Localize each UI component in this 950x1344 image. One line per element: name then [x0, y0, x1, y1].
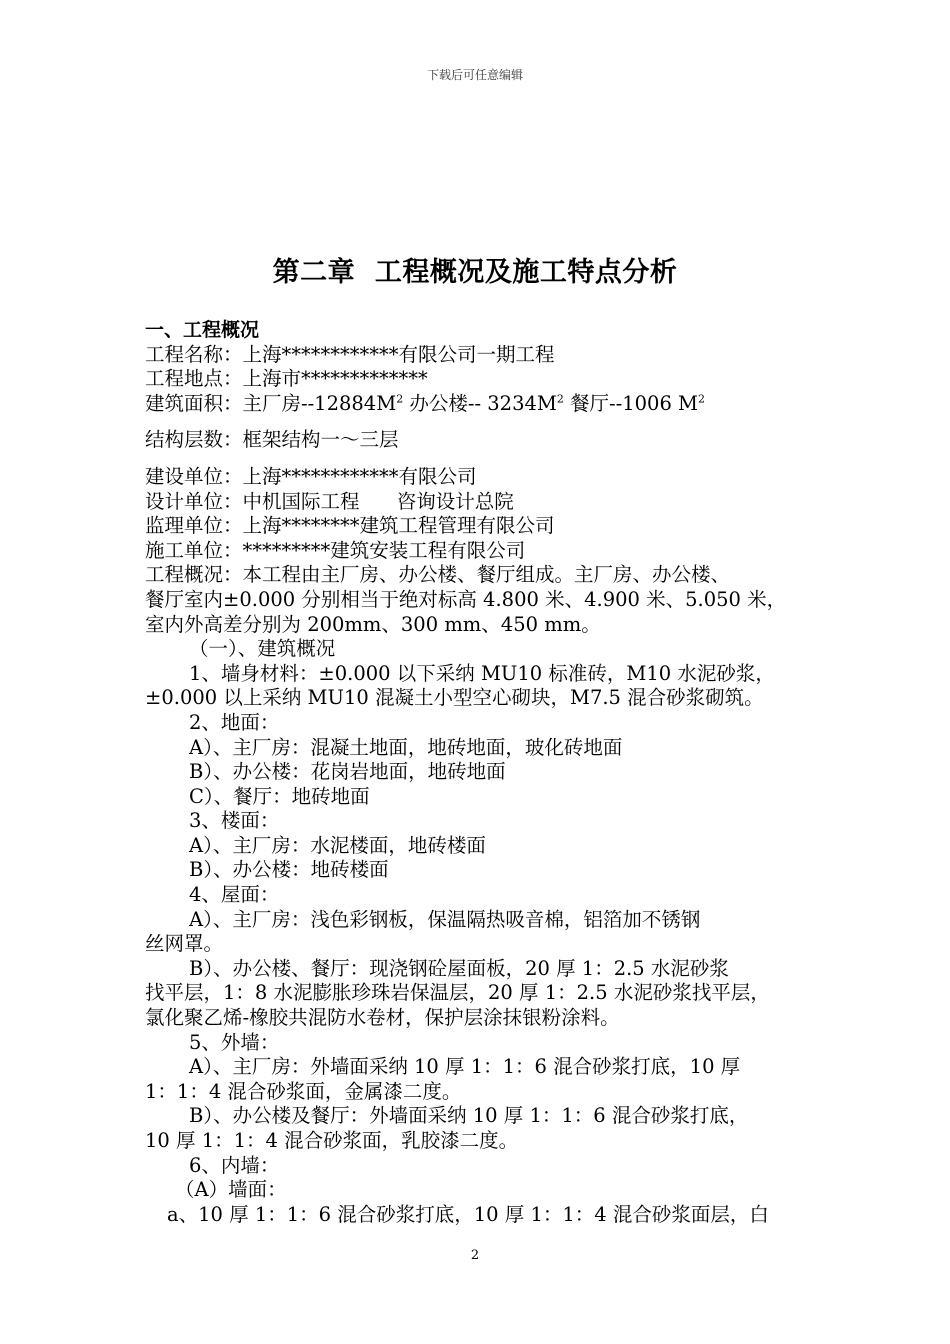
floor-heading: 3、楼面：: [189, 809, 280, 833]
roof-a-1: A）、主厂房：浅色彩钢板，保温隔热吸音棉，铝箔加不锈钢: [189, 907, 701, 931]
page-number: 2: [470, 1248, 480, 1263]
floor-a: A）、主厂房：水泥楼面，地砖楼面: [189, 833, 486, 857]
structure-floors: 结构层数：框架结构一～三层: [145, 428, 399, 452]
exterior-a-1: A）、主厂房：外墙面采纳 10 厚 1：1：6 混合砂浆打底，10 厚: [189, 1055, 741, 1079]
interior-heading: 6、内墙：: [189, 1153, 280, 1177]
building-area: [145, 392, 825, 417]
roof-a-2: 丝网罩。: [145, 932, 224, 956]
floor-b: B）、办公楼：地砖楼面: [189, 858, 389, 882]
owner-unit: 建设单位：上海************有限公司: [145, 464, 477, 488]
ground-a: A）、主厂房：混凝土地面，地砖地面，玻化砖地面: [189, 735, 623, 759]
wall-material-2: ±0.000 以上采纳 MU10 混凝土小型空心砌块，M7.5 混合砂浆砌筑。: [145, 686, 764, 710]
project-name: 工程名称：上海************有限公司一期工程: [145, 342, 555, 366]
roof-b-2: 找平层，1：8 水泥膨胀珍珠岩保温层，20 厚 1：2.5 水泥砂浆找平层，: [145, 981, 770, 1005]
ground-b: B）、办公楼：花岗岩地面，地砖地面: [189, 760, 506, 784]
project-location: 工程地点：上海市*************: [145, 367, 428, 391]
header-note: 下载后可任意编辑: [426, 68, 523, 82]
overview-line-1: 工程概况：本工程由主厂房、办公楼、餐厅组成。主厂房、办公楼、: [145, 563, 731, 587]
area-sup-3: 2: [698, 392, 706, 406]
area-sup-1: 2: [396, 392, 404, 406]
overview-line-2: 餐厅室内±0.000 分别相当于绝对标高 4.800 米、4.900 米、5.050 米，: [145, 587, 787, 611]
exterior-heading: 5、外墙：: [189, 1030, 280, 1054]
chapter-title: 第二章 工程概况及施工特点分析: [272, 257, 678, 288]
wall-material-1: 1、墙身材料：±0.000 以下采纳 MU10 标准砖，M10 水泥砂浆，: [189, 661, 775, 685]
ground-heading: 2、地面：: [189, 710, 280, 734]
design-unit: 设计单位：中机国际工程 咨询设计总院: [145, 489, 514, 513]
roof-b-3: 氯化聚乙烯-橡胶共混防水卷材，保护层涂抹银粉涂料。: [145, 1006, 620, 1030]
roof-heading: 4、屋面：: [189, 883, 280, 907]
area-main: 建筑面积：主厂房--12884M: [145, 391, 397, 415]
arch-heading: （一）、建筑概况: [189, 637, 336, 661]
exterior-a-2: 1：1：4 混合砂浆面，金属漆二度。: [145, 1079, 462, 1103]
exterior-b-2: 10 厚 1：1：4 混合砂浆面，乳胶漆二度。: [145, 1129, 519, 1152]
roof-b-1: B）、办公楼、餐厅：现浇钢砼屋面板，20 厚 1：2.5 水泥砂浆: [189, 956, 729, 980]
exterior-b-1: B）、办公楼及餐厅：外墙面采纳 10 厚 1：1：6 混合砂浆打底，: [189, 1104, 749, 1128]
document-body: [145, 318, 825, 1227]
overview-line-3: 室内外高差分别为 200mm、300 mm、450 mm。: [145, 612, 601, 636]
area-canteen: 餐厅--1006 M: [563, 391, 699, 415]
construction-unit: 施工单位：*********建筑安装工程有限公司: [145, 538, 526, 562]
supervision-unit: 监理单位：上海********建筑工程管理有限公司: [145, 514, 555, 538]
interior-a-1: a、10 厚 1：1：6 混合砂浆打底，10 厚 1：1：4 混合砂浆面层，白: [167, 1202, 769, 1226]
interior-a: （A）墙面：: [175, 1178, 287, 1202]
area-office: 办公楼-- 3234M: [403, 391, 557, 415]
ground-c: C）、餐厅：地砖地面: [189, 784, 370, 808]
area-sup-2: 2: [556, 392, 564, 406]
section-heading: 一、工程概况: [145, 319, 260, 341]
